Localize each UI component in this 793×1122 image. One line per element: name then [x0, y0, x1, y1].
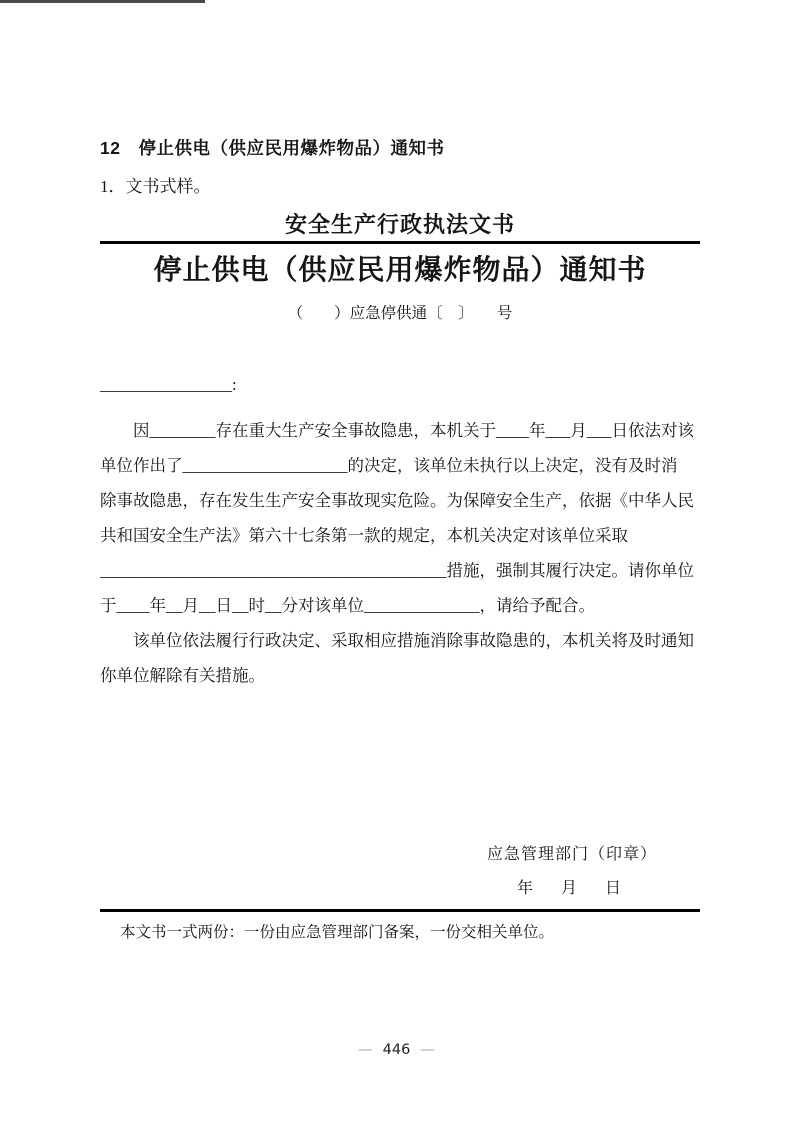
signature-block [487, 845, 657, 899]
letterhead-title: 安全生产行政执法文书 [284, 212, 515, 237]
document-title: 停止供电（供应民用爆炸物品）通知书 [153, 254, 647, 285]
page-number-right-dash: — [420, 1042, 435, 1058]
addressee-blank-line: ________________: [100, 375, 237, 394]
body-line: 因________存在重大生产安全事故隐患，本机关于____年___月___日依法对该 [133, 421, 694, 440]
body-line: 于____年__月__日__时__分对该单位______________，请给予配合。 [100, 596, 595, 615]
copies-note: 本文书一式两份：一份由应急管理部门备案，一份交相关单位。 [120, 924, 555, 941]
document-content [100, 0, 700, 945]
body-line: 共和国安全生产法》第六十七条第一款的规定，本机关决定对该单位采取 [100, 526, 628, 545]
signature-date-line: 年 月 日 [516, 880, 627, 897]
body-line: 除事故隐患，存在发生生产安全事故现实危险。为保障安全生产，依据《中华人民 [100, 491, 694, 510]
page-number-left-dash: — [358, 1042, 373, 1058]
page-number-value: 446 [382, 1042, 411, 1058]
document-number: （ ）应急停供通〔 〕 号 [287, 305, 513, 322]
footnote-separator-rule [100, 909, 700, 912]
subsection-label: 1．文书式样。 [100, 177, 211, 196]
body-paragraph-2 [100, 623, 700, 693]
section-heading: 12 停止供电（供应民用爆炸物品）通知书 [100, 138, 445, 158]
body-line: 单位作出了____________________的决定，该单位未执行以上决定，没有及时消 [100, 456, 678, 475]
body-line: 该单位依法履行行政决定、采取相应措施消除事故隐患的，本机关将及时通知 [133, 631, 694, 650]
body-line: 你单位解除有关措施。 [100, 666, 265, 685]
signing-authority: 应急管理部门（印章） [486, 846, 657, 863]
letterhead-double-rule [100, 241, 700, 244]
page-number [0, 1042, 793, 1058]
body-line: __________________________________________措施，强制其履行决定。请你单位 [100, 561, 694, 580]
body-paragraph-1 [100, 413, 700, 623]
